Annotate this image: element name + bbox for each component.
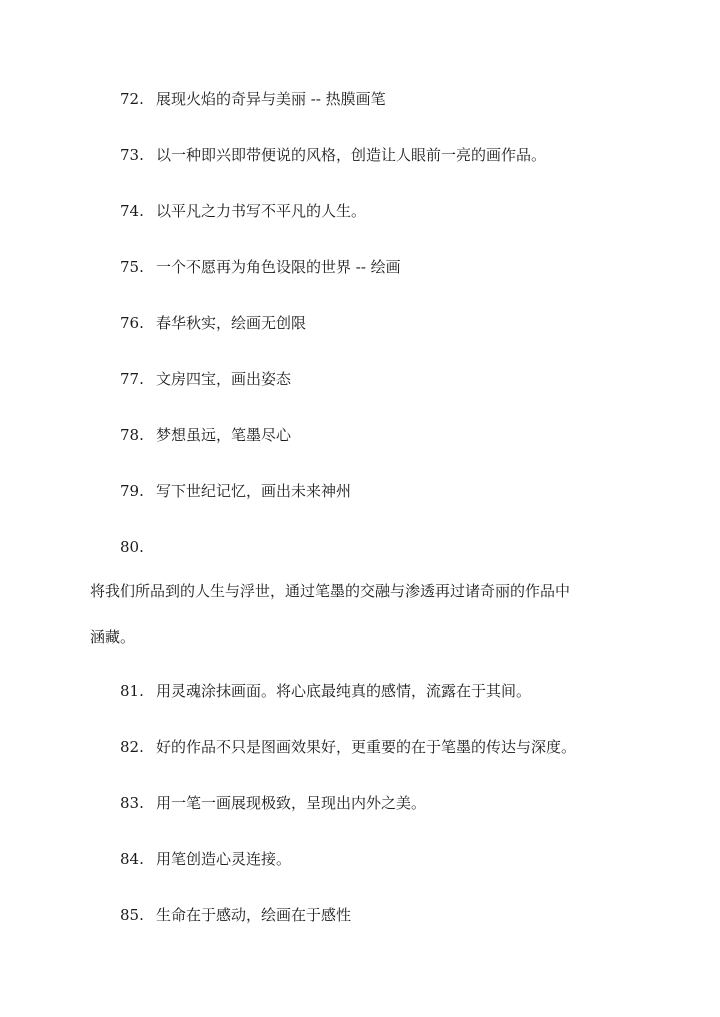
- list-item-76: [120, 313, 306, 333]
- item-number: 74.: [120, 202, 144, 220]
- item-number: 85.: [120, 906, 144, 924]
- list-item-75: [120, 257, 401, 277]
- item-number: 73.: [120, 146, 144, 164]
- item-text: 梦想虽远，笔墨尽心: [156, 426, 292, 444]
- list-item-73: [120, 145, 546, 165]
- item-text: 写下世纪记忆，画出未来神州: [156, 482, 352, 500]
- item-80-body-line-2: 涵藏。: [90, 628, 136, 646]
- item-number: 84.: [120, 850, 144, 868]
- item-number: 79.: [120, 482, 144, 500]
- list-item-77: [120, 369, 291, 389]
- item-text: 一个不愿再为角色设限的世界 -- 绘画: [156, 258, 401, 276]
- item-text: 春华秋实，绘画无创限: [156, 314, 307, 332]
- item-number: 81.: [120, 682, 144, 700]
- list-item-84: [120, 849, 291, 869]
- item-number: 75.: [120, 258, 144, 276]
- item-80-body-line-1: 将我们所品到的人生与浮世，通过笔墨的交融与渗透再过诸奇丽的作品中: [90, 582, 571, 600]
- item-text: 生命在于感动，绘画在于感性: [156, 906, 352, 924]
- list-item-85: [120, 905, 351, 925]
- item-number: 82.: [120, 738, 144, 756]
- item-text: 展现火焰的奇异与美丽 -- 热膜画笔: [156, 90, 386, 108]
- item-text: 以一种即兴即带便说的风格，创造让人眼前一亮的画作品。: [156, 146, 547, 164]
- item-text: 文房四宝，画出姿态: [156, 370, 292, 388]
- item-text: 用一笔一画展现极致，呈现出内外之美。: [156, 794, 427, 812]
- item-number: 77.: [120, 370, 144, 388]
- item-number: 76.: [120, 314, 144, 332]
- item-text: 以平凡之力书写不平凡的人生。: [156, 202, 367, 220]
- item-text: 用灵魂涂抹画面。将心底最纯真的感情，流露在于其间。: [156, 682, 532, 700]
- list-item-78: [120, 425, 291, 445]
- item-number: 83.: [120, 794, 144, 812]
- item-text: 用笔创造心灵连接。: [156, 850, 292, 868]
- item-number: 80.: [120, 538, 144, 556]
- list-item-82: [120, 737, 576, 757]
- list-item-74: [120, 201, 366, 221]
- list-item-79: [120, 481, 351, 501]
- item-number: 72.: [120, 90, 144, 108]
- item-number: 78.: [120, 426, 144, 444]
- list-item-80: [120, 537, 156, 557]
- item-text: 好的作品不只是图画效果好，更重要的在于笔墨的传达与深度。: [156, 738, 577, 756]
- list-item-83: [120, 793, 426, 813]
- list-item-72: [120, 89, 386, 109]
- list-item-81: [120, 681, 531, 701]
